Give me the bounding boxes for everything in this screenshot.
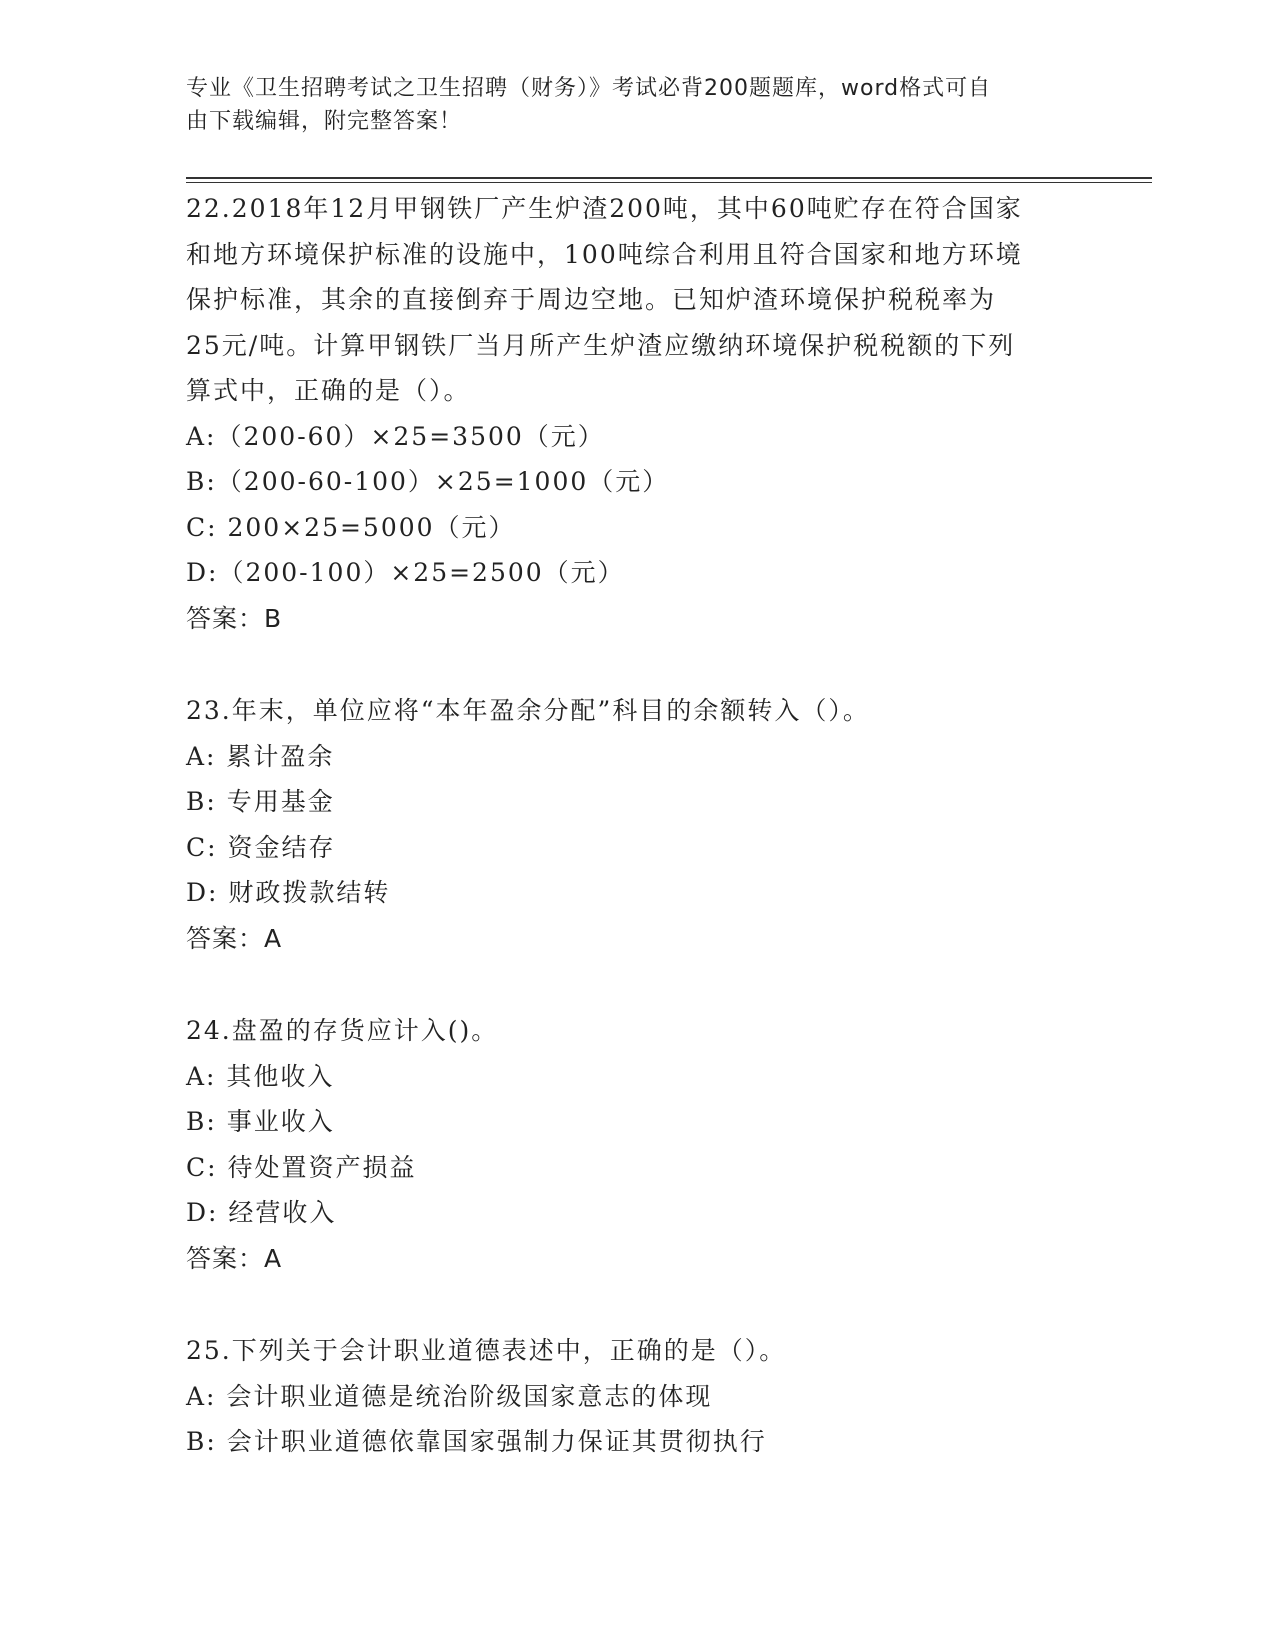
option-d: D:（200-100）×25=2500（元）	[186, 558, 625, 587]
option-b: B: 会计职业道德依靠国家强制力保证其贯彻执行	[186, 1427, 767, 1456]
header-line: 由下载编辑，附完整答案！	[186, 109, 463, 134]
question-25	[186, 1328, 1152, 1465]
question-list	[186, 186, 1152, 1465]
document-header	[186, 72, 1066, 138]
answer-line: 答案：B	[186, 603, 283, 633]
option-a: A: 会计职业道德是统治阶级国家意志的体现	[186, 1381, 713, 1411]
answer-line: 答案：A	[186, 923, 283, 953]
question-stem: 算式中，正确的是（）。	[186, 376, 471, 405]
option-d: D: 财政拨款结转	[186, 878, 391, 907]
option-a: A: 累计盈余	[186, 741, 335, 771]
answer-line: 答案：A	[186, 1243, 283, 1273]
question-22	[186, 186, 1152, 641]
question-stem: 24.盘盈的存货应计入()。	[186, 1016, 499, 1045]
header-rule-thin	[186, 182, 1152, 183]
question-stem: 25.下列关于会计职业道德表述中，正确的是（）。	[186, 1336, 787, 1365]
option-c: C: 待处置资产损益	[186, 1152, 417, 1182]
option-b: B: 专用基金	[186, 787, 335, 816]
option-a: A:（200-60）×25=3500（元）	[186, 421, 605, 451]
question-stem: 和地方环境保护标准的设施中，100吨综合利用且符合国家和地方环境	[186, 239, 1023, 269]
option-d: D: 经营收入	[186, 1198, 337, 1227]
option-c: C: 200×25=5000（元）	[186, 512, 516, 542]
option-b: B:（200-60-100）×25=1000（元）	[186, 467, 670, 496]
question-stem: 22.2018年12月甲钢铁厂产生炉渣200吨，其中60吨贮存在符合国家	[186, 194, 1023, 223]
header-rule	[186, 177, 1152, 179]
question-stem: 25元/吨。计算甲钢铁厂当月所产生炉渣应缴纳环境保护税税额的下列	[186, 330, 1016, 360]
option-a: A: 其他收入	[186, 1061, 335, 1091]
option-c: C: 资金结存	[186, 832, 336, 862]
option-b: B: 事业收入	[186, 1107, 335, 1136]
question-24	[186, 1008, 1152, 1281]
header-line: 专业《卫生招聘考试之卫生招聘（财务）》考试必背200题题库，word格式可自	[186, 76, 992, 101]
question-stem: 保护标准，其余的直接倒弃于周边空地。已知炉渣环境保护税税率为	[186, 285, 997, 314]
question-stem: 23.年末，单位应将“本年盈余分配”科目的余额转入（）。	[186, 696, 870, 725]
question-23	[186, 688, 1152, 961]
